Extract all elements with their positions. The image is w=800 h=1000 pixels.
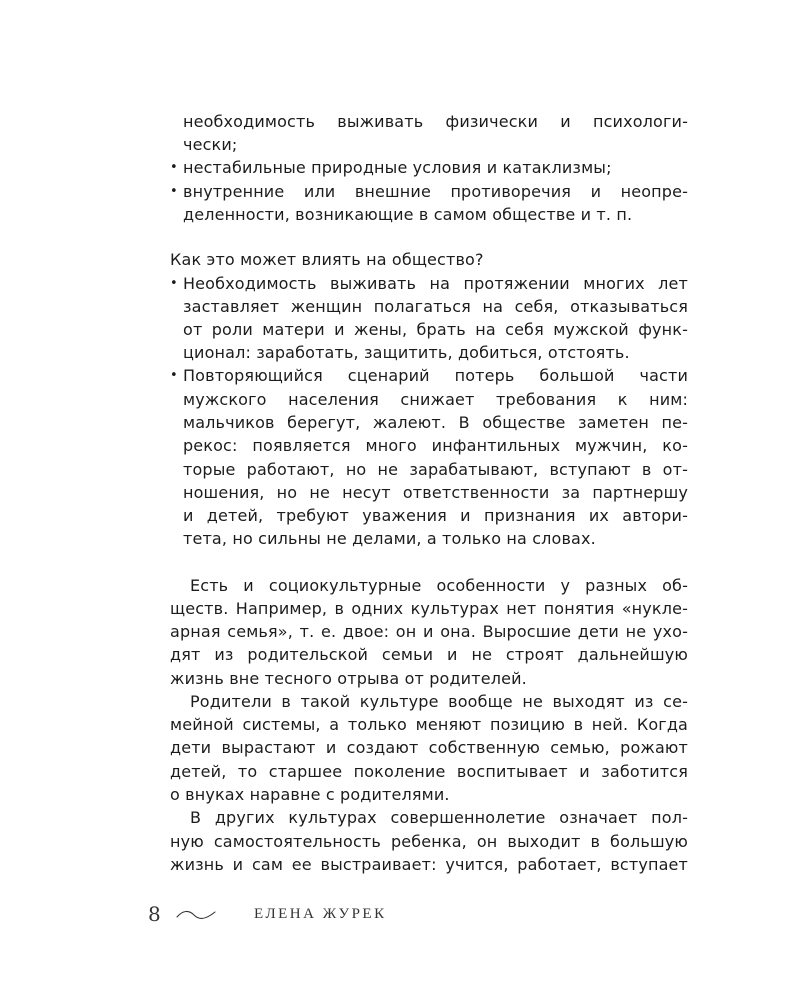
paragraph-line: жизнь вне тесного отрыва от родителей. [170,669,527,688]
paragraph-line: о внуках наравне с родителями. [170,785,450,804]
list-item-continuation: торые работают, но не зарабатывают, вступают в от- [183,460,688,479]
bullet-icon: • [170,276,178,291]
list-item-text: Повторяющийся сценарий потерь большой части [183,366,688,385]
list-item-continuation: заставляет женщин полагаться на себя, отказываться [183,297,688,316]
list-item-survival [170,272,688,295]
list-item-text: внутренние или внешние противоречия и неопре- [183,182,688,201]
bullet-icon: • [170,184,178,199]
swash-ornament-icon [175,908,217,922]
paragraph-line: жизнь и сам ее выстраивает: учится, работает, вступает [170,855,688,874]
paragraph-line: арная семья», т. е. двое: он и она. Выросшие дети не ухо- [170,622,688,641]
list-item-continuation: деленности, возникающие в самом обществе и т. п. [183,205,633,224]
list-item-contradictions [170,180,688,203]
question-line: Как это может влиять на общество? [170,250,484,269]
paragraph-line: ществ. Например, в одних культурах нет понятия «нукле- [170,599,688,618]
list-item-continuation: и детей, требуют уважения и признания их автори- [183,506,688,525]
paragraph-line: дети вырастают и создают собственную семью, рожают [170,738,688,757]
list-item-continuation: ционал: заработать, защитить, добиться, отстоять. [183,343,630,362]
list-item-continuation: мужского населения снижает требования к ним: [183,390,688,409]
paragraph-line: детей, то старшее поколение воспитывает и заботится [170,762,688,781]
bullet-icon: • [170,160,178,175]
paragraph-line: мейной системы, а только меняют позицию в ней. Когда [170,715,688,734]
bullet-icon: • [170,368,178,383]
list-item-continuation: мальчиков берегут, жалеют. В обществе заметен пе- [183,413,688,432]
author-name: ЕЛЕНА ЖУРЕК [254,906,387,922]
list-item-continuation: тета, но сильны не делами, а только на словах. [183,529,596,548]
list-item-natural-conditions [170,156,688,179]
bullet-continuation-line: чески; [183,135,238,154]
paragraph-line: В других культурах совершеннолетие означает пол- [190,808,688,827]
list-item-text: нестабильные природные условия и катаклизмы; [183,158,612,177]
list-item-continuation: от роли матери и жены, брать на себя мужской функ- [183,320,688,339]
paragraph-line: Родители в такой культуре вообще не выходят из се- [190,692,688,711]
list-item-continuation: рекос: появляется много инфантильных мужчин, ко- [183,436,688,455]
page-number: 8 [148,902,161,926]
paragraph-line: дят из родительской семьи и не строят дальнейшую [170,645,688,664]
list-item-text: Необходимость выживать на протяжении многих лет [183,274,688,293]
bullet-continuation-line: необходимость выживать физически и психологи- [183,112,688,131]
list-item-continuation: ношения, но не несут ответственности за партнершу [183,483,688,502]
paragraph-line: Есть и социокультурные особенности у разных об- [190,576,688,595]
paragraph-line: ную самостоятельность ребенка, он выходит в большую [170,832,688,851]
list-item-scenario [170,364,688,387]
